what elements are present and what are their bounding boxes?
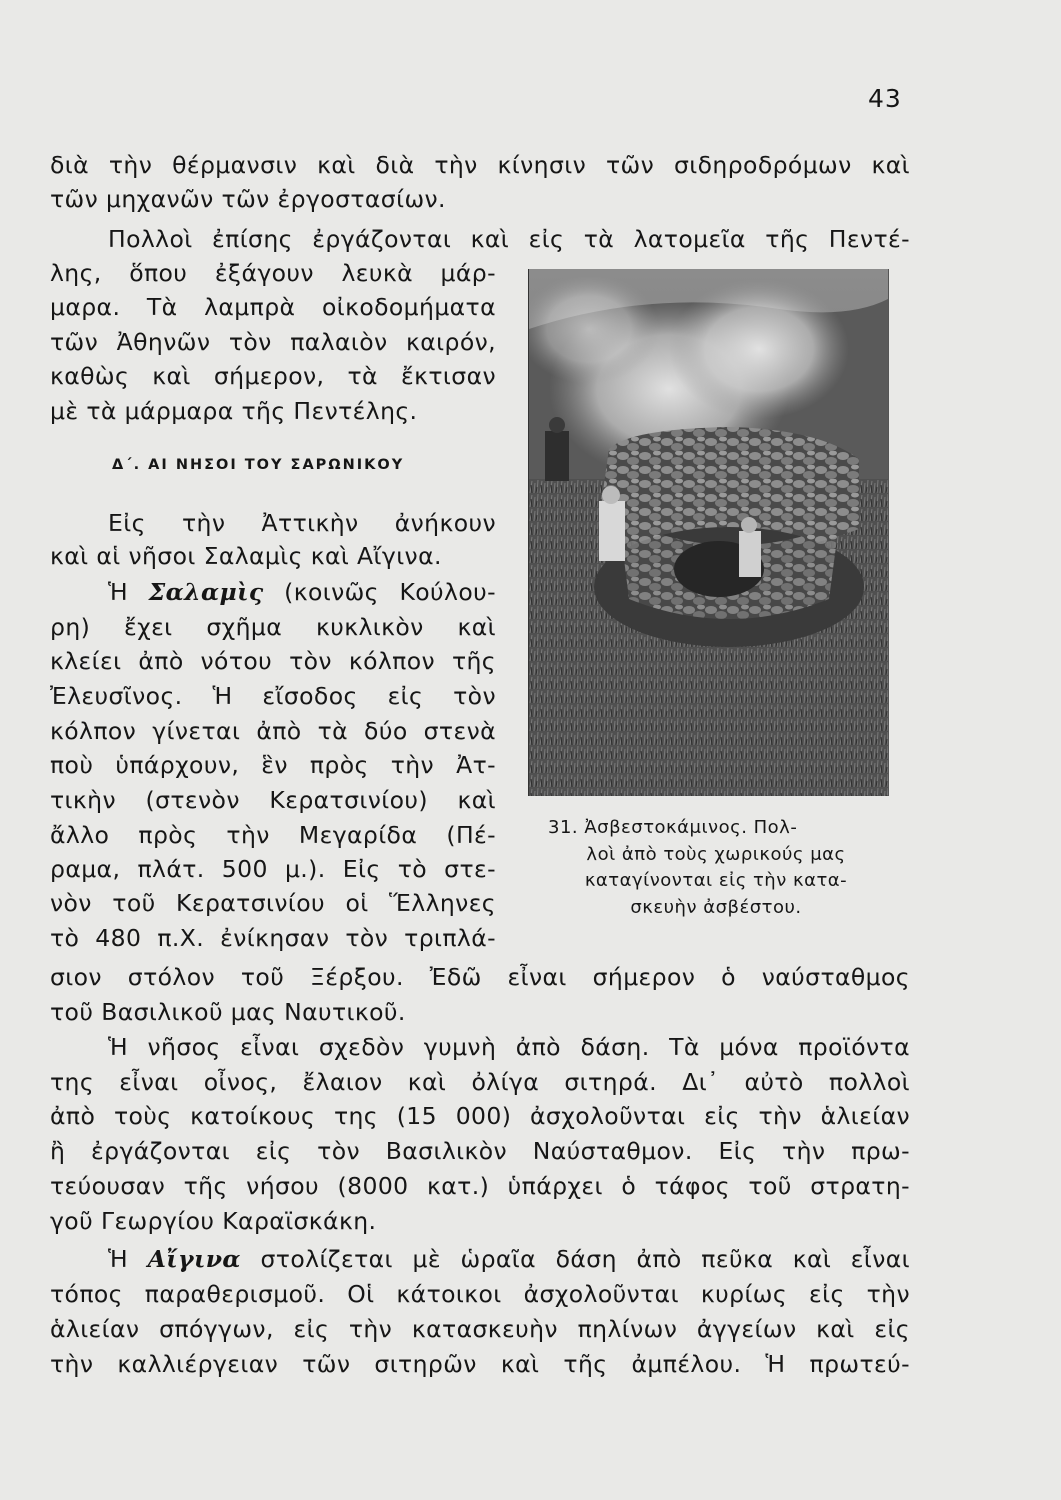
- aegina-prefix: Ἡ: [108, 1245, 148, 1273]
- text-line: ἢ ἐργάζονται εἰς τὸν Βασιλικὸν Ναύσταθμον. Εἰς τὴν πρω-: [50, 1137, 910, 1165]
- text-line: Εἰς τὴν Ἀττικὴν ἀνήκουν: [108, 509, 496, 537]
- text-line: τόπος παραθερισμοῦ. Οἱ κάτοικοι ἀσχολοῦνται κυρίως εἰς τὴν: [50, 1280, 910, 1308]
- text-line: τὴν καλλιέργειαν τῶν σιτηρῶν καὶ τῆς ἀμπέλου. Ἡ πρωτεύ-: [50, 1350, 910, 1378]
- section-heading: Δ΄. ΑΙ ΝΗΣΟΙ ΤΟΥ ΣΑΡΩΝΙΚΟΥ: [112, 457, 405, 473]
- aegina-name: Αἴγινα: [147, 1245, 241, 1273]
- text-line: καὶ αἱ νῆσοι Σαλαμὶς καὶ Αἴγινα.: [50, 542, 442, 570]
- salamis-name: Σαλαμὶς: [148, 578, 264, 606]
- caption-line: 31. Ἀσβεστοκάμινος. Πολ-: [548, 817, 798, 838]
- text-line: λης, ὅπου ἐξάγουν λευκὰ μάρ-: [50, 259, 496, 287]
- text-line: κλείει ἀπὸ νότου τὸν κόλπον τῆς: [50, 647, 496, 675]
- text-line: τοῦ Βασιλικοῦ μας Ναυτικοῦ.: [50, 998, 406, 1026]
- text-line: ἀπὸ τοὺς κατοίκους της (15 000) ἀσχολοῦνται εἰς τὴν ἁλιείαν: [50, 1102, 910, 1130]
- salamis-suffix: (κοινῶς Κούλου-: [263, 578, 496, 606]
- salamis-line: [108, 577, 496, 607]
- text-line: της εἶναι οἶνος, ἔλαιον καὶ ὀλίγα σιτηρά. Δι᾽ αὐτὸ πολλοὶ: [50, 1068, 910, 1096]
- caption-line: καταγίνονται εἰς τὴν κατα-: [584, 870, 848, 891]
- lime-kiln-illustration: [529, 269, 888, 796]
- text-line: Ἐλευσῖνος. Ἡ εἴσοδος εἰς τὸν: [50, 682, 496, 710]
- caption-line: σκευὴν ἀσβέστου.: [630, 896, 802, 918]
- text-line: Ἡ νῆσος εἶναι σχεδὸν γυμνὴ ἀπὸ δάση. Τὰ μόνα προϊόντα: [108, 1033, 910, 1061]
- text-line: μὲ τὰ μάρμαρα τῆς Πεντέλης.: [50, 397, 418, 425]
- text-line: ἁλιείαν σπόγγων, εἰς τὴν κατασκευὴν πηλίνων ἀγγείων καὶ εἰς: [50, 1315, 910, 1343]
- text-line: ἄλλο πρὸς τὴν Μεγαρίδα (Πέ-: [50, 821, 496, 849]
- text-line: τικὴν (στενὸν Κερατσινίου) καὶ: [50, 786, 496, 814]
- lime-kiln-photo: [528, 269, 889, 796]
- salamis-prefix: Ἡ: [108, 578, 149, 606]
- page-number: 43: [868, 84, 902, 113]
- text-line: τὸ 480 π.Χ. ἐνίκησαν τὸν τριπλά-: [50, 924, 496, 952]
- text-line: ραμα, πλάτ. 500 μ.). Εἰς τὸ στε-: [50, 855, 496, 883]
- text-line: καθὼς καὶ σήμερον, τὰ ἔκτισαν: [50, 362, 496, 390]
- photo-caption: [548, 815, 884, 921]
- text-line: ποὺ ὑπάρχουν, ἓν πρὸς τὴν Ἀτ-: [50, 751, 496, 779]
- text-line: διὰ τὴν θέρμανσιν καὶ διὰ τὴν κίνησιν τῶν σιδηροδρόμων καὶ: [50, 151, 910, 179]
- text-line: κόλπον γίνεται ἀπὸ τὰ δύο στενὰ: [50, 717, 496, 745]
- text-line: σιον στόλον τοῦ Ξέρξου. Ἐδῶ εἶναι σήμερον ὁ ναύσταθμος: [50, 963, 910, 991]
- text-line: τῶν Ἀθηνῶν τὸν παλαιὸν καιρόν,: [50, 328, 496, 356]
- text-line: γοῦ Γεωργίου Καραϊσκάκη.: [50, 1207, 377, 1235]
- text-line: τῶν μηχανῶν τῶν ἐργοστασίων.: [50, 185, 446, 213]
- text-line: νὸν τοῦ Κερατσινίου οἱ Ἕλληνες: [50, 889, 496, 917]
- aegina-suffix: στολίζεται μὲ ὡραῖα δάση ἀπὸ πεῦκα καὶ εἶναι: [240, 1245, 911, 1273]
- aegina-line: [108, 1244, 910, 1274]
- text-line: μαρα. Τὰ λαμπρὰ οἰκοδομήματα: [50, 293, 496, 321]
- text-line: ρη) ἔχει σχῆμα κυκλικὸν καὶ: [50, 613, 496, 641]
- caption-line: λοὶ ἀπὸ τοὺς χωρικούς μας: [586, 843, 846, 865]
- text-line: τεύουσαν τῆς νήσου (8000 κατ.) ὑπάρχει ὁ τάφος τοῦ στρατη-: [50, 1172, 910, 1200]
- text-line: Πολλοὶ ἐπίσης ἐργάζονται καὶ εἰς τὰ λατομεῖα τῆς Πεντέ-: [108, 225, 910, 253]
